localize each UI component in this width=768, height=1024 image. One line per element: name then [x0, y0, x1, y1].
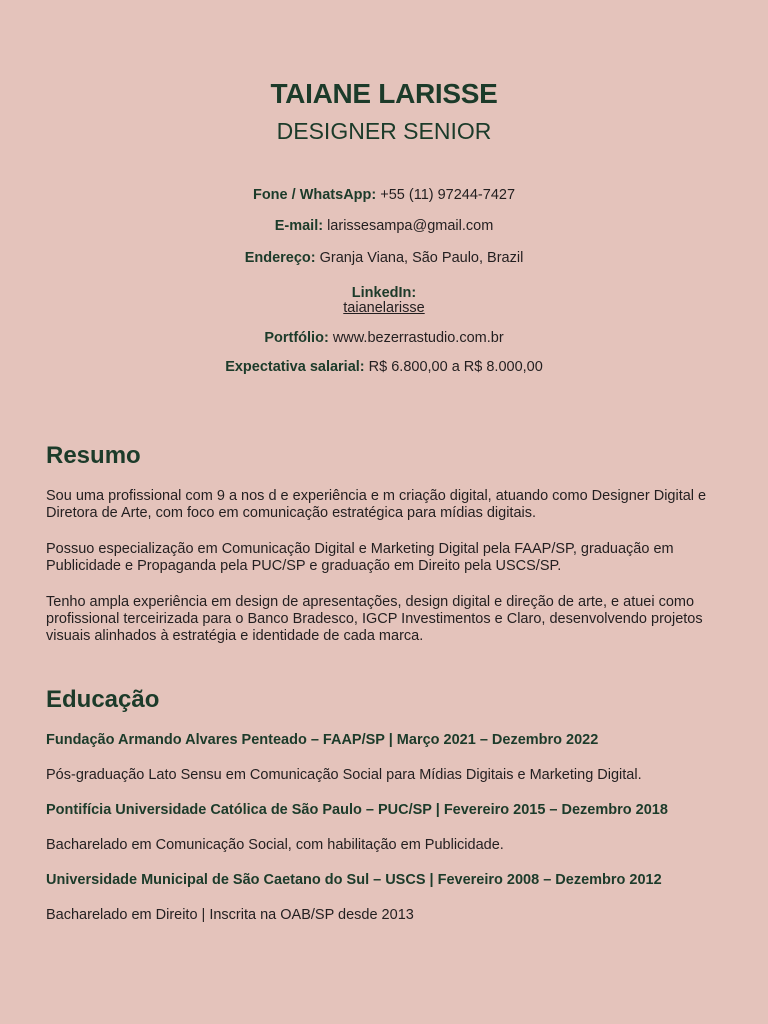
summary-paragraph: Sou uma profissional com 9 a nos d e experiência e m criação digital, atuando como Designer Digital e Diretora de Arte, com foco em comunicação estratégica para mídias digitais.: [46, 488, 707, 521]
education-description: Bacharelado em Comunicação Social, com habilitação em Publicidade.: [46, 837, 504, 853]
education-title: Educação: [46, 686, 160, 713]
education-description: Bacharelado em Direito | Inscrita na OAB/SP desde 2013: [46, 907, 414, 923]
address-value: Granja Viana, São Paulo, Brazil: [319, 250, 524, 266]
address-label: Endereço:: [244, 250, 316, 266]
contact-address: [0, 247, 768, 269]
summary-paragraph: Possuo especialização em Comunicação Digital e Marketing Digital pela FAAP/SP, graduação em Publicidade e Propaganda pela PUC/SP e graduação em Direito pela USCS/SP.: [46, 541, 674, 574]
education-heading: Pontifícia Universidade Católica de São Paulo – PUC/SP | Fevereiro 2015 – Dezembro 2018: [46, 802, 668, 818]
linkedin-label: LinkedIn:: [351, 285, 417, 301]
education-description: Pós-graduação Lato Sensu em Comunicação Social para Mídias Digitais e Marketing Digital.: [46, 767, 642, 783]
contact-portfolio: [0, 327, 768, 349]
email-label: E-mail:: [274, 218, 324, 234]
contact-salary: [0, 356, 768, 378]
contact-email: [0, 215, 768, 237]
salary-label: Expectativa salarial:: [225, 359, 365, 375]
summary-title: Resumo: [46, 442, 141, 469]
email-value: larissesampa@gmail.com: [327, 218, 494, 234]
education-heading: Fundação Armando Alvares Penteado – FAAP/SP | Março 2021 – Dezembro 2022: [46, 732, 599, 748]
person-name: TAIANE LARISSE: [270, 78, 498, 109]
linkedin-link[interactable]: taianelarisse: [343, 300, 425, 316]
resume-header: [0, 76, 768, 146]
education-heading: Universidade Municipal de São Caetano do Sul – USCS | Fevereiro 2008 – Dezembro 2012: [46, 872, 662, 888]
summary-paragraph: Tenho ampla experiência em design de apresentações, design digital e direção de arte, e atuei como profissional terceirizada para o Banco Bradesco, IGCP Investimentos e Claro, desenvolvendo projetos visuais alinhados à estratégia e identidade de cada marca.: [46, 594, 703, 644]
contact-linkedin: [0, 282, 768, 317]
phone-label: Fone / WhatsApp:: [252, 187, 377, 203]
job-title: DESIGNER SENIOR: [276, 118, 492, 144]
portfolio-value: www.bezerrastudio.com.br: [332, 330, 504, 346]
portfolio-label: Portfólio:: [264, 330, 329, 346]
salary-value: R$ 6.800,00 a R$ 8.000,00: [368, 359, 543, 375]
contact-phone: [0, 184, 768, 206]
phone-value: +55 (11) 97244-7427: [380, 187, 516, 203]
